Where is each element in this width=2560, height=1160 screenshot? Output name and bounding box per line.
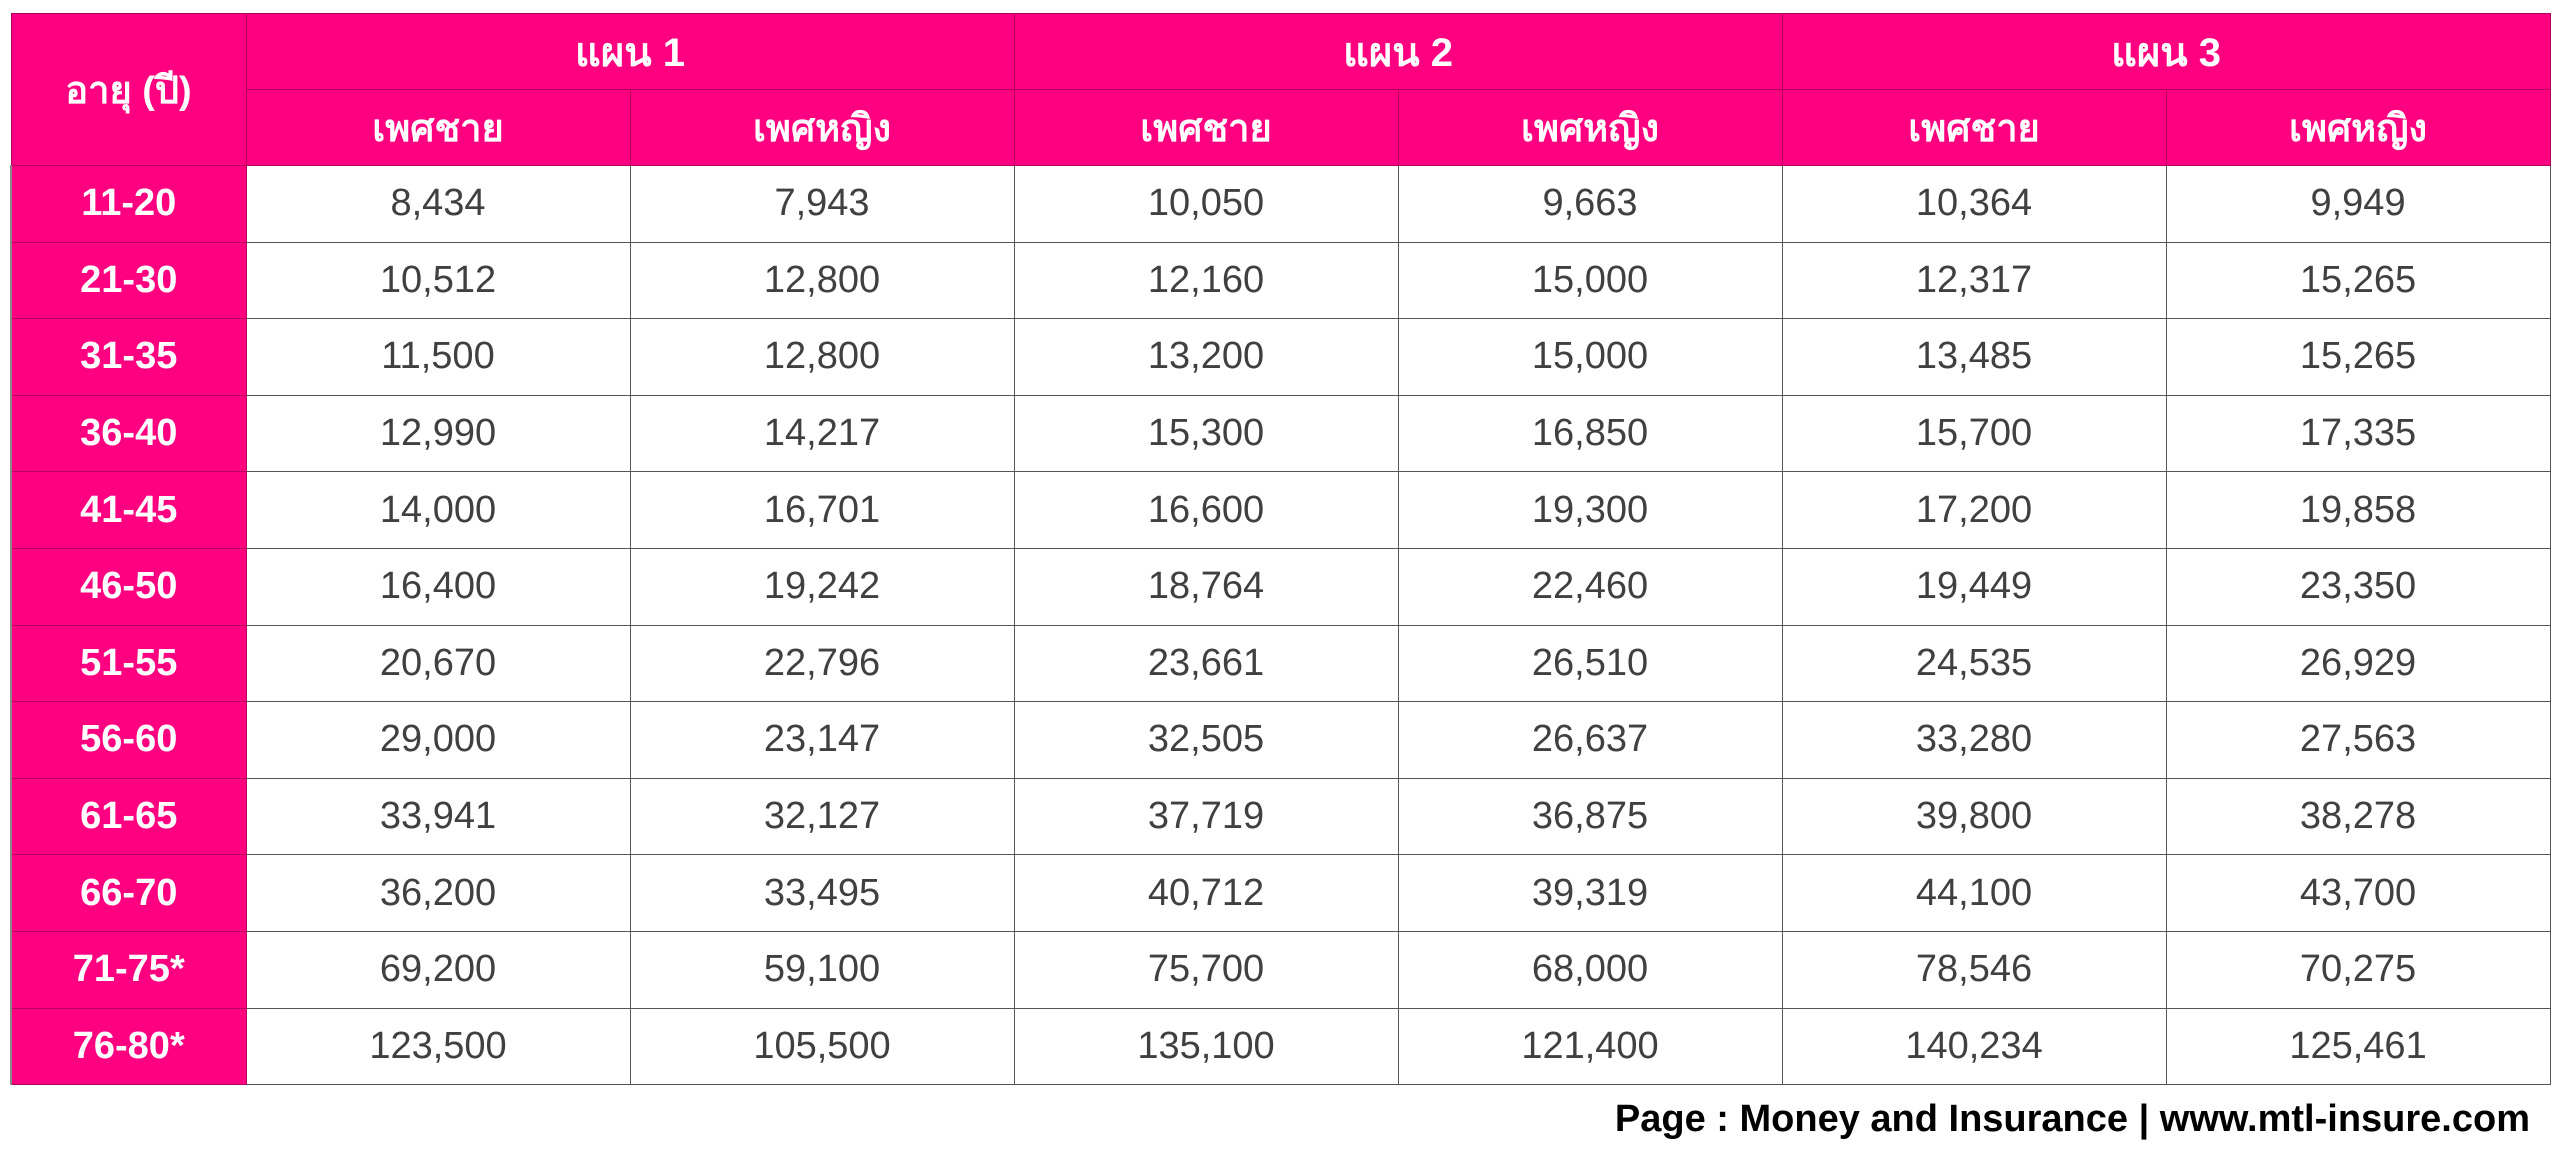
premium-value-cell: 13,200 [1014,319,1398,396]
premium-value-cell: 20,670 [246,625,630,702]
premium-value-cell: 22,460 [1398,548,1782,625]
premium-value-cell: 10,512 [246,242,630,319]
premium-value-cell: 18,764 [1014,548,1398,625]
premium-value-cell: 17,200 [1782,472,2166,549]
gender-header-row [11,90,2550,166]
age-range-cell: 76-80* [11,1008,246,1085]
premium-value-cell: 69,200 [246,931,630,1008]
premium-value-cell: 15,265 [2166,319,2550,396]
premium-value-cell: 38,278 [2166,778,2550,855]
table-row [11,931,2550,1008]
premium-value-cell: 10,364 [1782,166,2166,243]
premium-value-cell: 32,505 [1014,702,1398,779]
premium-value-cell: 33,280 [1782,702,2166,779]
premium-value-cell: 59,100 [630,931,1014,1008]
premium-value-cell: 140,234 [1782,1008,2166,1085]
premium-value-cell: 12,317 [1782,242,2166,319]
table-row [11,319,2550,396]
age-column-header: อายุ (ปี) [11,14,246,166]
premium-value-cell: 16,400 [246,548,630,625]
premium-value-cell: 26,929 [2166,625,2550,702]
table-row [11,625,2550,702]
plan-2-header: แผน 2 [1014,14,1782,90]
premium-value-cell: 27,563 [2166,702,2550,779]
table-row [11,242,2550,319]
plan-1-header: แผน 1 [246,14,1014,90]
premium-value-cell: 16,701 [630,472,1014,549]
premium-value-cell: 19,300 [1398,472,1782,549]
table-row [11,855,2550,932]
age-range-cell: 36-40 [11,395,246,472]
premium-value-cell: 23,350 [2166,548,2550,625]
table-row [11,472,2550,549]
premium-value-cell: 19,858 [2166,472,2550,549]
premium-value-cell: 123,500 [246,1008,630,1085]
premium-value-cell: 68,000 [1398,931,1782,1008]
age-range-cell: 21-30 [11,242,246,319]
premium-value-cell: 11,500 [246,319,630,396]
premium-value-cell: 12,800 [630,242,1014,319]
premium-value-cell: 40,712 [1014,855,1398,932]
premium-value-cell: 8,434 [246,166,630,243]
plan-2-female-header: เพศหญิง [1398,90,1782,166]
premium-table [10,13,2551,1085]
table-row [11,778,2550,855]
premium-value-cell: 23,661 [1014,625,1398,702]
premium-value-cell: 15,000 [1398,319,1782,396]
premium-value-cell: 26,637 [1398,702,1782,779]
premium-value-cell: 22,796 [630,625,1014,702]
table-row [11,702,2550,779]
premium-value-cell: 12,800 [630,319,1014,396]
age-range-cell: 31-35 [11,319,246,396]
age-range-cell: 11-20 [11,166,246,243]
table-row [11,166,2550,243]
premium-value-cell: 29,000 [246,702,630,779]
plan-3-female-header: เพศหญิง [2166,90,2550,166]
premium-value-cell: 19,449 [1782,548,2166,625]
premium-value-cell: 15,700 [1782,395,2166,472]
premium-value-cell: 23,147 [630,702,1014,779]
premium-value-cell: 14,217 [630,395,1014,472]
premium-value-cell: 44,100 [1782,855,2166,932]
plan-2-male-header: เพศชาย [1014,90,1398,166]
premium-table-container [10,13,2550,1085]
age-range-cell: 56-60 [11,702,246,779]
table-row [11,395,2550,472]
table-body [11,166,2550,1085]
premium-value-cell: 17,335 [2166,395,2550,472]
premium-value-cell: 32,127 [630,778,1014,855]
premium-value-cell: 16,850 [1398,395,1782,472]
premium-value-cell: 33,941 [246,778,630,855]
age-range-cell: 51-55 [11,625,246,702]
age-range-cell: 46-50 [11,548,246,625]
premium-value-cell: 70,275 [2166,931,2550,1008]
premium-value-cell: 78,546 [1782,931,2166,1008]
premium-value-cell: 26,510 [1398,625,1782,702]
premium-value-cell: 9,949 [2166,166,2550,243]
table-row [11,1008,2550,1085]
premium-value-cell: 121,400 [1398,1008,1782,1085]
premium-value-cell: 135,100 [1014,1008,1398,1085]
plan-3-male-header: เพศชาย [1782,90,2166,166]
plan-1-female-header: เพศหญิง [630,90,1014,166]
premium-value-cell: 14,000 [246,472,630,549]
plan-1-male-header: เพศชาย [246,90,630,166]
premium-value-cell: 10,050 [1014,166,1398,243]
premium-value-cell: 43,700 [2166,855,2550,932]
premium-value-cell: 39,800 [1782,778,2166,855]
age-range-cell: 61-65 [11,778,246,855]
premium-value-cell: 75,700 [1014,931,1398,1008]
premium-value-cell: 12,990 [246,395,630,472]
premium-value-cell: 15,265 [2166,242,2550,319]
premium-value-cell: 12,160 [1014,242,1398,319]
premium-value-cell: 15,000 [1398,242,1782,319]
premium-value-cell: 9,663 [1398,166,1782,243]
premium-value-cell: 13,485 [1782,319,2166,396]
plan-header-row [11,14,2550,90]
premium-value-cell: 24,535 [1782,625,2166,702]
premium-value-cell: 15,300 [1014,395,1398,472]
premium-value-cell: 36,200 [246,855,630,932]
footer-credit: Page : Money and Insurance | www.mtl-insure.com [1614,1098,2530,1140]
premium-value-cell: 125,461 [2166,1008,2550,1085]
premium-value-cell: 105,500 [630,1008,1014,1085]
premium-value-cell: 7,943 [630,166,1014,243]
table-row [11,548,2550,625]
premium-value-cell: 36,875 [1398,778,1782,855]
premium-value-cell: 39,319 [1398,855,1782,932]
table-header [11,14,2550,166]
premium-value-cell: 33,495 [630,855,1014,932]
age-range-cell: 41-45 [11,472,246,549]
premium-value-cell: 16,600 [1014,472,1398,549]
age-range-cell: 71-75* [11,931,246,1008]
premium-value-cell: 19,242 [630,548,1014,625]
premium-value-cell: 37,719 [1014,778,1398,855]
plan-3-header: แผน 3 [1782,14,2550,90]
age-range-cell: 66-70 [11,855,246,932]
